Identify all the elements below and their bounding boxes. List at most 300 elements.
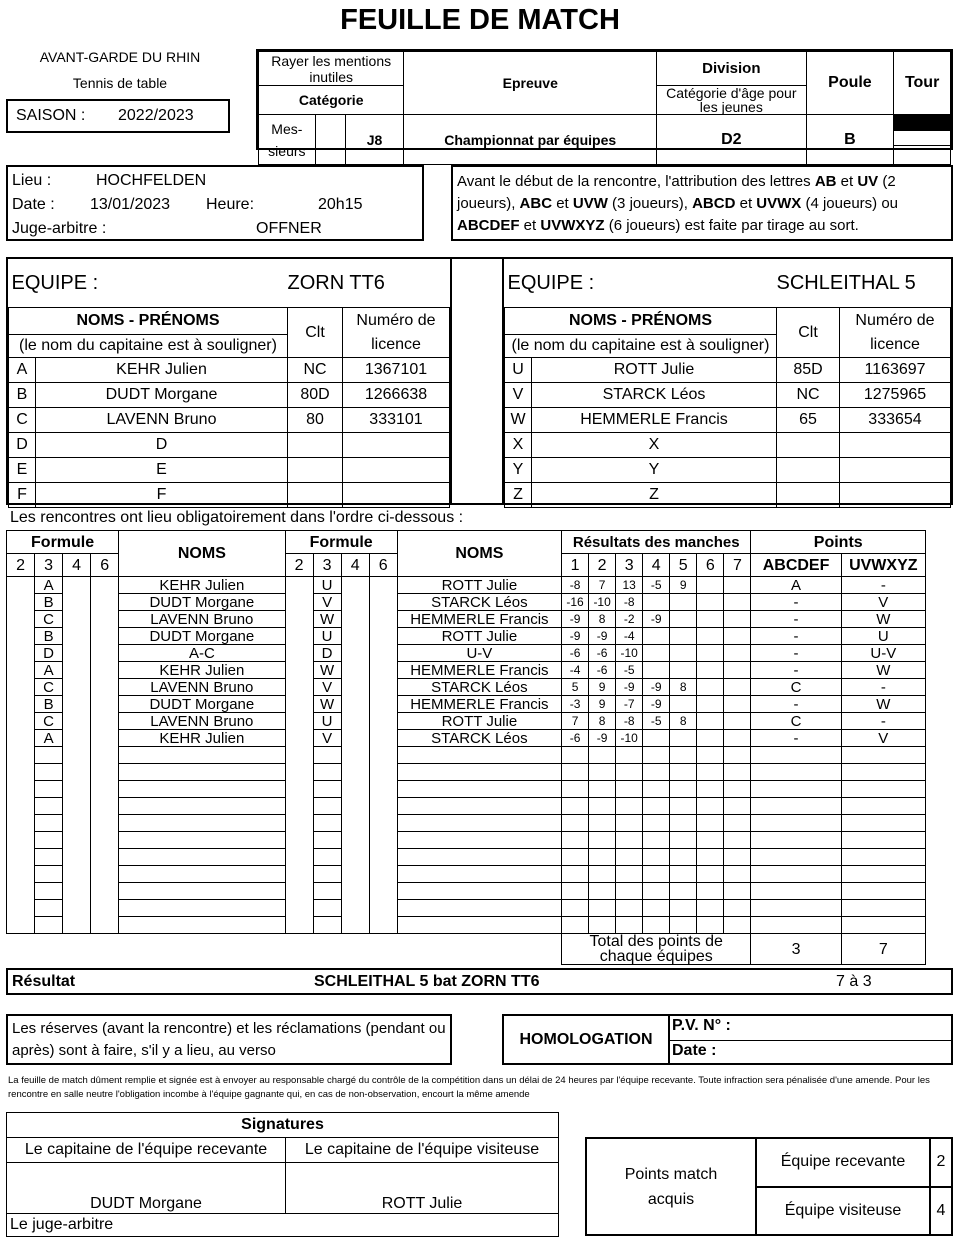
formule-cell: [341, 798, 369, 815]
set-score: -5: [643, 713, 670, 730]
formule-cell: [285, 577, 313, 594]
home-team-name: ZORN TT6: [288, 259, 450, 308]
set-score: [670, 917, 697, 934]
away-captain-note: (le nom du capitaine est à souligner): [505, 335, 777, 358]
reserves-note: Les réserves (avant la rencontre) et les réclamations (pendant ou après) sont à faire, s'il y a lieu, au verso: [6, 1014, 452, 1065]
home-captain-signature: DUDT Morgane: [7, 1163, 286, 1214]
formule-cell: [369, 917, 397, 934]
formule-cell: [341, 679, 369, 696]
formule-cell: [341, 747, 369, 764]
lieu-label: Lieu :: [12, 172, 52, 189]
home-letter: C: [35, 713, 63, 730]
set-score: [697, 713, 724, 730]
set-score: [562, 747, 589, 764]
player-row: [9, 383, 450, 408]
game-row: [7, 662, 926, 679]
set-score: [589, 832, 616, 849]
division-label: Division: [657, 52, 807, 86]
set-score: 9: [589, 679, 616, 696]
home-captain-label: Le capitaine de l'équipe recevante: [7, 1138, 286, 1163]
set-score: [697, 849, 724, 866]
points-home: -: [751, 594, 841, 611]
set-score: -2: [616, 611, 643, 628]
set-score: [724, 662, 751, 679]
set-score: [616, 900, 643, 917]
home-letter: A: [35, 577, 63, 594]
game-row: [7, 594, 926, 611]
formule-cell: [91, 798, 119, 815]
totals-home: 3: [751, 934, 841, 965]
player-clt: [777, 483, 840, 508]
points-away: W: [841, 611, 925, 628]
points-away: -: [841, 679, 925, 696]
player-row: [505, 433, 951, 458]
venue-box: [6, 165, 424, 241]
away-letter: U: [313, 577, 341, 594]
formule-cell: [91, 696, 119, 713]
referee-signature-label: Le juge-arbitre: [7, 1214, 559, 1237]
player-licence: 333101: [343, 408, 450, 433]
set-score: [616, 917, 643, 934]
set-score: [670, 696, 697, 713]
set-score: [670, 900, 697, 917]
formule-cell: [369, 883, 397, 900]
homologation-date-label: Date :: [672, 1042, 717, 1059]
home-player-name: [119, 917, 285, 934]
home-letter: D: [35, 645, 63, 662]
formule-cell: [91, 679, 119, 696]
set-score: [616, 815, 643, 832]
formule-cell: [63, 611, 91, 628]
formule-cell: [285, 815, 313, 832]
points-away: W: [841, 662, 925, 679]
set-score: -8: [616, 713, 643, 730]
player-licence: [343, 483, 450, 508]
set-col-header: 6: [697, 554, 724, 577]
player-row: [505, 383, 951, 408]
player-row: [9, 408, 450, 433]
formule-cell: [285, 611, 313, 628]
player-name: HEMMERLE Francis: [532, 408, 777, 433]
signatures-table: [6, 1112, 559, 1237]
away-points-value: 4: [930, 1187, 952, 1236]
away-player-name: STARCK Léos: [397, 679, 561, 696]
game-row: [7, 900, 926, 917]
formule-cell: [91, 628, 119, 645]
formule-cell: [369, 781, 397, 798]
set-col-header: 2: [589, 554, 616, 577]
set-score: -6: [562, 645, 589, 662]
set-score: -3: [562, 696, 589, 713]
set-score: [643, 730, 670, 747]
formule-cell: [91, 747, 119, 764]
formule-col-away: 4: [341, 554, 369, 577]
away-letter: [313, 917, 341, 934]
formule-cell: [7, 679, 35, 696]
player-row: [505, 408, 951, 433]
home-letter: [35, 747, 63, 764]
player-letter: C: [9, 408, 36, 433]
home-player-name: LAVENN Bruno: [119, 679, 285, 696]
home-player-name: KEHR Julien: [119, 662, 285, 679]
player-clt: 80: [288, 408, 343, 433]
set-score: 8: [670, 713, 697, 730]
player-letter: A: [9, 358, 36, 383]
formule-col-home: 6: [91, 554, 119, 577]
away-licence-header: Numéro de licence: [840, 308, 951, 358]
points-home: [751, 917, 841, 934]
away-clt-header: Clt: [777, 308, 840, 358]
formule-cell: [341, 883, 369, 900]
match-points-table: [585, 1137, 953, 1236]
away-letter: [313, 798, 341, 815]
set-score: [697, 798, 724, 815]
formule-cell: [63, 645, 91, 662]
formule-cell: [63, 815, 91, 832]
set-score: [562, 883, 589, 900]
player-licence: [343, 458, 450, 483]
set-score: [643, 781, 670, 798]
home-player-name: A-C: [119, 645, 285, 662]
season-box: [6, 99, 230, 133]
set-col-header: 7: [724, 554, 751, 577]
set-score: -9: [643, 679, 670, 696]
game-row: [7, 883, 926, 900]
categorie-label: Catégorie: [259, 86, 404, 115]
set-score: [589, 815, 616, 832]
formule-cell: [341, 781, 369, 798]
formule-cell: [285, 900, 313, 917]
set-score: [589, 917, 616, 934]
formule-cell: [285, 764, 313, 781]
player-name: E: [36, 458, 288, 483]
set-score: 8: [589, 713, 616, 730]
away-letter: V: [313, 679, 341, 696]
game-row: [7, 849, 926, 866]
set-score: -9: [589, 628, 616, 645]
points-away: [841, 815, 925, 832]
formule-cell: [341, 866, 369, 883]
away-player-name: HEMMERLE Francis: [397, 611, 561, 628]
referee-value: OFFNER: [256, 220, 322, 237]
formule-cell: [63, 747, 91, 764]
noms-header-home: NOMS: [119, 531, 285, 577]
points-home: C: [751, 713, 841, 730]
date-label: Date :: [12, 196, 55, 213]
formule-cell: [341, 730, 369, 747]
formule-col-away: 2: [285, 554, 313, 577]
player-clt: NC: [777, 383, 840, 408]
set-score: [724, 832, 751, 849]
set-score: -9: [643, 611, 670, 628]
away-letter: W: [313, 662, 341, 679]
player-letter: Y: [505, 458, 532, 483]
set-score: [643, 747, 670, 764]
formule-col-away: 6: [369, 554, 397, 577]
points-away: [841, 849, 925, 866]
set-score: [670, 730, 697, 747]
points-away: [841, 747, 925, 764]
home-letter: B: [35, 594, 63, 611]
formule-cell: [369, 866, 397, 883]
formule-cell: [63, 628, 91, 645]
points-home: [751, 832, 841, 849]
home-player-name: [119, 798, 285, 815]
player-clt: 85D: [777, 358, 840, 383]
home-letter: [35, 866, 63, 883]
result-box: [6, 968, 953, 995]
set-score: [616, 781, 643, 798]
formule-cell: [7, 917, 35, 934]
formule-cell: [369, 679, 397, 696]
game-row: [7, 815, 926, 832]
formule-col-home: 3: [35, 554, 63, 577]
points-home: [751, 900, 841, 917]
page-title: FEUILLE DE MATCH: [340, 4, 620, 36]
formule-cell: [63, 713, 91, 730]
points-away: V: [841, 594, 925, 611]
set-col-header: 1: [562, 554, 589, 577]
away-player-name: ROTT Julie: [397, 628, 561, 645]
epreuve-label: Epreuve: [404, 52, 657, 115]
set-score: [670, 832, 697, 849]
home-team-table: [8, 259, 452, 503]
points-away: [841, 781, 925, 798]
set-score: -16: [562, 594, 589, 611]
fine-print: La feuille de match dûment remplie et signée est à envoyer au responsable chargé du contrôle de la compétition dans un délai de 24 heures par l'équipe recevante. Toute infraction sera pénalisée d'une amende. Pour les rencontre en salle neutre l'obligation incombe à l'équipe gagnante qui, en cas de non-observation, encourt la même amende: [8, 1075, 930, 1100]
set-score: [697, 900, 724, 917]
set-score: [697, 577, 724, 594]
set-score: [697, 662, 724, 679]
player-name: D: [36, 433, 288, 458]
set-score: -9: [616, 679, 643, 696]
set-score: [562, 764, 589, 781]
teams-section: [6, 257, 953, 505]
player-letter: D: [9, 433, 36, 458]
set-score: [724, 781, 751, 798]
poule-label: Poule: [806, 52, 894, 115]
strike-note: Rayer les mentions inutiles: [259, 52, 404, 86]
away-letter: W: [313, 611, 341, 628]
home-letter: [35, 849, 63, 866]
player-name: LAVENN Bruno: [36, 408, 288, 433]
formule-cell: [341, 696, 369, 713]
home-player-name: [119, 815, 285, 832]
player-row: [505, 458, 951, 483]
set-score: [697, 679, 724, 696]
home-letter: [35, 917, 63, 934]
points-home: -: [751, 645, 841, 662]
points-away: [841, 900, 925, 917]
away-letter: [313, 866, 341, 883]
formule-cell: [7, 713, 35, 730]
set-score: [643, 883, 670, 900]
points-away: [841, 764, 925, 781]
formule-cell: [91, 594, 119, 611]
noms-header-away: NOMS: [397, 531, 561, 577]
set-score: [643, 832, 670, 849]
player-letter: F: [9, 483, 36, 508]
set-score: [562, 781, 589, 798]
set-score: [697, 883, 724, 900]
formule-cell: [7, 577, 35, 594]
intro-text: Les rencontres ont lieu obligatoirement dans l'ordre ci-dessous :: [10, 509, 464, 526]
club-header: [10, 48, 230, 92]
away-letter: V: [313, 730, 341, 747]
game-row: [7, 781, 926, 798]
set-score: [697, 747, 724, 764]
formule-cell: [63, 849, 91, 866]
away-letter: [313, 883, 341, 900]
game-row: [7, 917, 926, 934]
game-row: [7, 798, 926, 815]
away-player-name: [397, 917, 561, 934]
set-score: [670, 798, 697, 815]
home-captain-note: (le nom du capitaine est à souligner): [9, 335, 288, 358]
formule-cell: [63, 662, 91, 679]
home-letter: B: [35, 696, 63, 713]
formule-cell: [7, 866, 35, 883]
formule-cell: [285, 628, 313, 645]
home-letter: C: [35, 679, 63, 696]
points-home: [751, 815, 841, 832]
formule-cell: [7, 645, 35, 662]
home-player-name: KEHR Julien: [119, 730, 285, 747]
set-col-header: 5: [670, 554, 697, 577]
set-score: [670, 781, 697, 798]
set-score: [670, 764, 697, 781]
formule-cell: [285, 866, 313, 883]
set-score: [670, 815, 697, 832]
formule-cell: [341, 764, 369, 781]
player-name: Y: [532, 458, 777, 483]
formule-col-away: 3: [313, 554, 341, 577]
home-letter: A: [35, 662, 63, 679]
player-name: STARCK Léos: [532, 383, 777, 408]
formule-cell: [341, 594, 369, 611]
away-letter: [313, 781, 341, 798]
formule-cell: [63, 883, 91, 900]
set-score: [643, 628, 670, 645]
formule-cell: [285, 849, 313, 866]
set-score: [670, 747, 697, 764]
season-label: SAISON :: [16, 107, 86, 124]
set-score: -8: [562, 577, 589, 594]
set-score: [724, 645, 751, 662]
set-score: [643, 645, 670, 662]
game-row: [7, 696, 926, 713]
formule-cell: [369, 628, 397, 645]
set-score: [643, 662, 670, 679]
set-score: 8: [670, 679, 697, 696]
set-score: [724, 696, 751, 713]
heure-value: 20h15: [318, 196, 363, 213]
set-score: [724, 628, 751, 645]
set-score: [616, 764, 643, 781]
game-row: [7, 764, 926, 781]
set-score: [616, 832, 643, 849]
game-row: [7, 679, 926, 696]
set-score: 7: [562, 713, 589, 730]
totals-label: Total des points de chaque équipes: [562, 934, 751, 965]
away-letter: [313, 849, 341, 866]
points-home: A: [751, 577, 841, 594]
formule-cell: [63, 900, 91, 917]
set-score: [670, 849, 697, 866]
set-score: [697, 866, 724, 883]
set-score: [697, 781, 724, 798]
tour-marker: [894, 115, 950, 131]
formule-cell: [7, 900, 35, 917]
player-licence: [840, 433, 951, 458]
points-away: [841, 883, 925, 900]
game-row: [7, 866, 926, 883]
player-letter: W: [505, 408, 532, 433]
games-table: [6, 530, 926, 965]
set-score: -5: [616, 662, 643, 679]
player-letter: U: [505, 358, 532, 383]
set-score: [589, 866, 616, 883]
formule-cell: [341, 662, 369, 679]
home-letter: [35, 815, 63, 832]
player-licence: [343, 433, 450, 458]
formule-cell: [91, 730, 119, 747]
homologation-label: HOMOLOGATION: [504, 1016, 670, 1063]
away-captain-label: Le capitaine de l'équipe visiteuse: [286, 1138, 559, 1163]
away-player-name: [397, 815, 561, 832]
formule-cell: [7, 798, 35, 815]
set-score: [616, 798, 643, 815]
game-row: [7, 832, 926, 849]
home-noms-header: NOMS - PRÉNOMS: [9, 308, 288, 335]
set-score: [643, 849, 670, 866]
result-label: Résultat: [12, 973, 76, 990]
player-licence: [840, 483, 951, 508]
set-score: [643, 798, 670, 815]
date-value: 13/01/2023: [90, 196, 171, 213]
home-player-name: [119, 883, 285, 900]
home-player-name: LAVENN Bruno: [119, 611, 285, 628]
points-home: [751, 849, 841, 866]
home-player-name: [119, 781, 285, 798]
set-score: [616, 883, 643, 900]
formule-cell: [7, 815, 35, 832]
player-letter: X: [505, 433, 532, 458]
set-score: -4: [562, 662, 589, 679]
formule-cell: [63, 866, 91, 883]
formule-cell: [285, 696, 313, 713]
player-row: [9, 433, 450, 458]
formule-cell: [7, 883, 35, 900]
formule-cell: [63, 696, 91, 713]
formule-cell: [341, 849, 369, 866]
set-score: 5: [562, 679, 589, 696]
set-score: [697, 764, 724, 781]
points-home: [751, 798, 841, 815]
player-clt: [288, 483, 343, 508]
set-score: [724, 679, 751, 696]
set-score: [670, 662, 697, 679]
player-licence: 333654: [840, 408, 951, 433]
formule-cell: [285, 883, 313, 900]
set-score: 8: [589, 611, 616, 628]
formule-cell: [285, 713, 313, 730]
away-letter: [313, 764, 341, 781]
club-name: AVANT-GARDE DU RHIN: [39, 49, 201, 65]
home-letter: [35, 798, 63, 815]
set-score: -7: [616, 696, 643, 713]
player-name: Z: [532, 483, 777, 508]
